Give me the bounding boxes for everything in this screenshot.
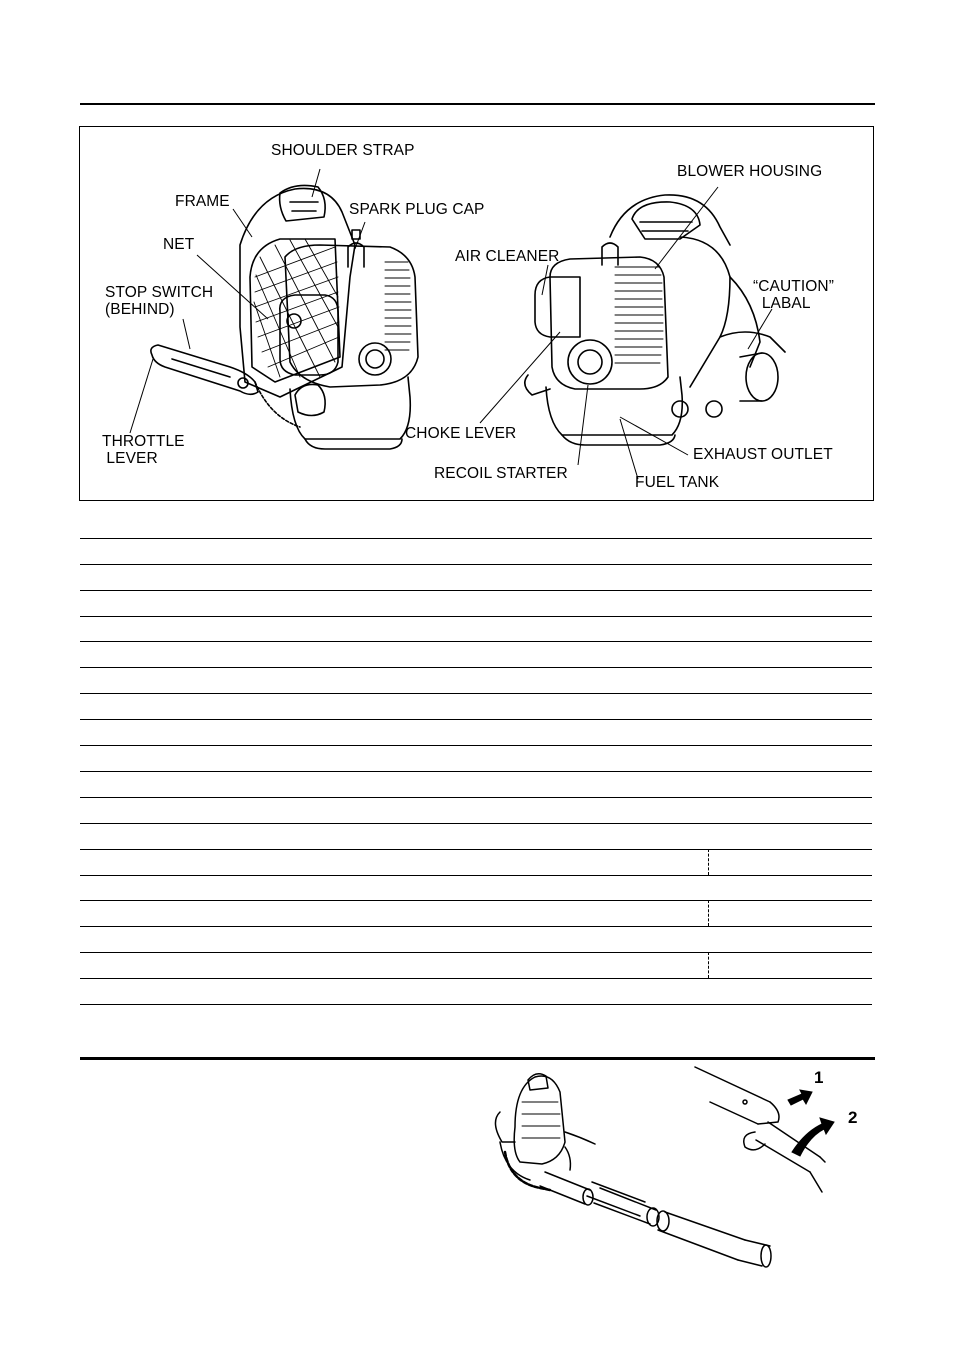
section-rule (80, 1057, 875, 1060)
label-spark-plug-cap: SPARK PLUG CAP (349, 201, 485, 218)
label-choke-lever: CHOKE LEVER (405, 425, 517, 442)
table-row-rule (80, 745, 872, 746)
step-number-2: 2 (848, 1108, 858, 1127)
table-row-rule (80, 797, 872, 798)
table-row-rule (80, 900, 872, 901)
label-throttle-lever: THROTTLE LEVER (102, 433, 185, 467)
label-stop-switch: STOP SWITCH (BEHIND) (105, 284, 214, 318)
label-exhaust-outlet: EXHAUST OUTLET (693, 446, 833, 463)
label-frame: FRAME (175, 193, 230, 210)
table-row-rule (80, 823, 872, 824)
step-number-1: 1 (814, 1068, 824, 1087)
label-blower-housing: BLOWER HOUSING (677, 163, 823, 180)
table-row-rule (80, 538, 872, 539)
table-row-rule (80, 590, 872, 591)
label-net: NET (163, 236, 195, 253)
assembly-figure (460, 1062, 880, 1287)
table-row-rule (80, 926, 872, 927)
table-column-divider (708, 952, 709, 978)
label-recoil-starter: RECOIL STARTER (434, 465, 568, 482)
table-column-divider (708, 900, 709, 926)
table-row-rule (80, 641, 872, 642)
label-air-cleaner: AIR CLEANER (455, 248, 560, 265)
table-row-rule (80, 875, 872, 876)
table-row-rule (80, 849, 872, 850)
table-row-rule (80, 616, 872, 617)
table-row-rule (80, 667, 872, 668)
table-row-rule (80, 978, 872, 979)
label-fuel-tank: FUEL TANK (635, 474, 720, 491)
table-row-rule (80, 719, 872, 720)
pipe-assembly-illustration (460, 1062, 880, 1282)
table-row-rule (80, 952, 872, 953)
table-row-rule (80, 564, 872, 565)
table-row-rule (80, 771, 872, 772)
label-shoulder-strap: SHOULDER STRAP (271, 142, 415, 159)
top-rule (80, 103, 875, 105)
table-column-divider (708, 849, 709, 875)
label-caution-label: “CAUTION” LABAL (753, 278, 834, 312)
parts-figure (79, 126, 874, 501)
table-row-rule (80, 1004, 872, 1005)
table-row-rule (80, 693, 872, 694)
